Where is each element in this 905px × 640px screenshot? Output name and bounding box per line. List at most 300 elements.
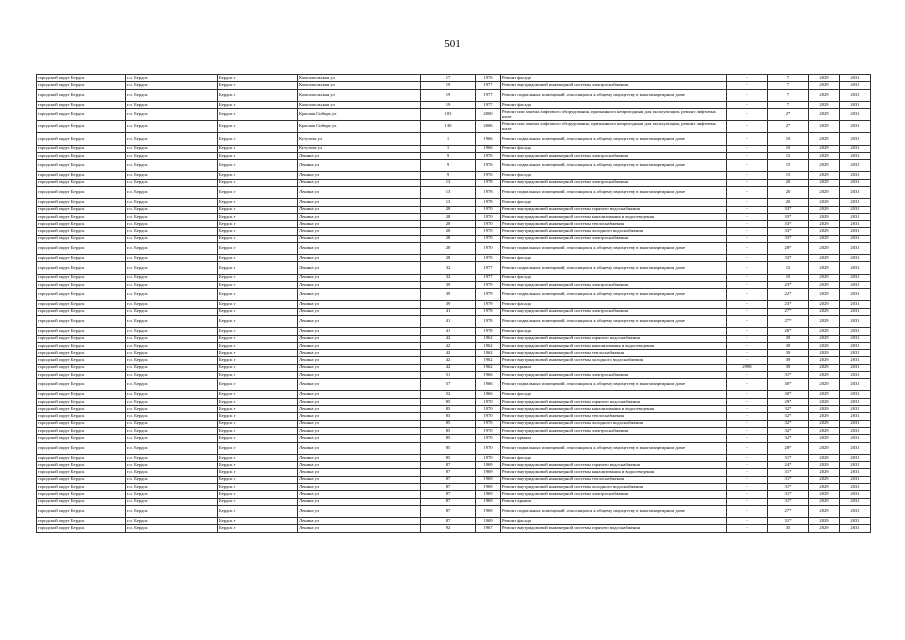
cell-work: Ремонт внутридомовой инженерной системы электроснабжения xyxy=(501,372,727,379)
cell-plan-end: 2031 xyxy=(840,133,871,145)
cell-area: - xyxy=(727,406,768,413)
cell-house: 87 xyxy=(421,462,476,469)
cell-plan-end: 2031 xyxy=(840,420,871,427)
cell-locality: Бердск г xyxy=(218,427,298,434)
cell-locality-type: г.о. Бердск xyxy=(126,406,218,413)
cell-locality-type: г.о. Бердск xyxy=(126,498,218,505)
cell-plan-start: 2029 xyxy=(809,364,840,371)
cell-plan-end: 2031 xyxy=(840,199,871,206)
cell-street: Ленина ул xyxy=(298,235,421,242)
cell-cost: 31* xyxy=(768,518,809,525)
cell-street: Ленина ул xyxy=(298,379,421,391)
cell-plan-start: 2029 xyxy=(809,274,840,281)
cell-plan-start: 2029 xyxy=(809,121,840,133)
cell-area: 2998 xyxy=(727,364,768,371)
cell-locality: Бердск г xyxy=(218,228,298,235)
cell-year: 1970 xyxy=(476,235,501,242)
cell-locality-type: г.о. Бердск xyxy=(126,398,218,405)
cell-plan-end: 2031 xyxy=(840,89,871,101)
cell-work: Ремонт внутридомовой инженерной системы горячего водоснабжения xyxy=(501,462,727,469)
cell-work: Ремонт фасада xyxy=(501,454,727,461)
cell-work: Ремонт фасада xyxy=(501,75,727,82)
table-row xyxy=(37,289,871,301)
cell-plan-end: 2031 xyxy=(840,301,871,308)
table-row xyxy=(37,335,871,342)
cell-plan-end: 2031 xyxy=(840,379,871,391)
cell-locality: Бердск г xyxy=(218,89,298,101)
cell-locality-type: г.о. Бердск xyxy=(126,109,218,121)
cell-year: 1977 xyxy=(476,274,501,281)
cell-work: Ремонт фасада xyxy=(501,391,727,398)
cell-locality: Бердск г xyxy=(218,328,298,335)
cell-area: - xyxy=(727,274,768,281)
cell-plan-start: 2029 xyxy=(809,316,840,328)
cell-cost: 15 xyxy=(768,152,809,159)
cell-cost: 15 xyxy=(768,160,809,172)
cell-cost: 31* xyxy=(768,498,809,505)
cell-plan-start: 2029 xyxy=(809,442,840,454)
cell-locality: Бердск г xyxy=(218,308,298,315)
cell-plan-end: 2031 xyxy=(840,101,871,108)
cell-street: Ленина ул xyxy=(298,462,421,469)
cell-year: 1979 xyxy=(476,281,501,288)
cell-plan-start: 2029 xyxy=(809,255,840,262)
cell-work: Ремонт внутридомовой инженерной системы теплоснабжения xyxy=(501,350,727,357)
table-row xyxy=(37,406,871,413)
table-row xyxy=(37,364,871,371)
cell-locality: Бердск г xyxy=(218,442,298,454)
cell-street: Кутузова ул xyxy=(298,133,421,145)
cell-house: 39 xyxy=(421,289,476,301)
cell-year: 1962 xyxy=(476,357,501,364)
cell-year: 1970 xyxy=(476,213,501,220)
cell-plan-start: 2029 xyxy=(809,133,840,145)
cell-work: Ремонт фасада xyxy=(501,518,727,525)
cell-plan-end: 2031 xyxy=(840,213,871,220)
cell-work: Ремонт внутридомовой инженерной системы канализования и водоотведения xyxy=(501,469,727,476)
cell-municipality: городской округ Бердск xyxy=(37,518,126,525)
cell-plan-end: 2031 xyxy=(840,187,871,199)
cell-cost: 39 xyxy=(768,342,809,349)
cell-area: - xyxy=(727,75,768,82)
cell-locality-type: г.о. Бердск xyxy=(126,228,218,235)
cell-cost: 33* xyxy=(768,221,809,228)
table-body xyxy=(37,75,871,533)
table-row xyxy=(37,89,871,101)
cell-locality: Бердск г xyxy=(218,187,298,199)
cell-year: 1966 xyxy=(476,145,501,152)
cell-cost: 30* xyxy=(768,391,809,398)
cell-area: - xyxy=(727,316,768,328)
cell-area: - xyxy=(727,518,768,525)
cell-locality: Бердск г xyxy=(218,199,298,206)
cell-year: 1967 xyxy=(476,525,501,532)
cell-plan-start: 2029 xyxy=(809,75,840,82)
cell-house: 52 xyxy=(421,391,476,398)
cell-street: Кутузова ул xyxy=(298,145,421,152)
cell-house: 39 xyxy=(421,281,476,288)
cell-plan-end: 2031 xyxy=(840,435,871,442)
cell-plan-end: 2031 xyxy=(840,525,871,532)
cell-work: Ремонт подвальных помещений, относящихся к общему имуществу в многоквартирном доме xyxy=(501,379,727,391)
cell-work: Ремонт внутридомовой инженерной системы электроснабжения xyxy=(501,491,727,498)
cell-area: - xyxy=(727,420,768,427)
cell-plan-start: 2029 xyxy=(809,342,840,349)
cell-plan-start: 2029 xyxy=(809,491,840,498)
cell-street: Ленина ул xyxy=(298,413,421,420)
cell-cost: 10 xyxy=(768,133,809,145)
cell-plan-end: 2031 xyxy=(840,398,871,405)
cell-cost: 27* xyxy=(768,316,809,328)
table-row xyxy=(37,301,871,308)
cell-locality-type: г.о. Бердск xyxy=(126,255,218,262)
cell-house: 42 xyxy=(421,350,476,357)
cell-municipality: городской округ Бердск xyxy=(37,109,126,121)
cell-locality: Бердск г xyxy=(218,364,298,371)
cell-locality: Бердск г xyxy=(218,476,298,483)
cell-locality-type: г.о. Бердск xyxy=(126,357,218,364)
cell-plan-start: 2029 xyxy=(809,335,840,342)
cell-plan-end: 2031 xyxy=(840,221,871,228)
cell-year: 1977 xyxy=(476,101,501,108)
cell-municipality: городской округ Бердск xyxy=(37,406,126,413)
cell-year: 2000 xyxy=(476,109,501,121)
cell-work: Ремонт внутридомовой инженерной системы электроснабжения xyxy=(501,152,727,159)
cell-year: 1978 xyxy=(476,328,501,335)
cell-work: Ремонт фасада xyxy=(501,101,727,108)
cell-municipality: городской округ Бердск xyxy=(37,420,126,427)
cell-plan-start: 2029 xyxy=(809,289,840,301)
cell-locality: Бердск г xyxy=(218,121,298,133)
cell-plan-start: 2029 xyxy=(809,82,840,89)
cell-locality: Бердск г xyxy=(218,357,298,364)
cell-year: 1966 xyxy=(476,379,501,391)
table-row xyxy=(37,213,871,220)
cell-municipality: городской округ Бердск xyxy=(37,255,126,262)
cell-plan-end: 2031 xyxy=(840,413,871,420)
cell-locality-type: г.о. Бердск xyxy=(126,435,218,442)
cell-house: 51 xyxy=(421,372,476,379)
cell-municipality: городской округ Бердск xyxy=(37,274,126,281)
table-row xyxy=(37,133,871,145)
cell-locality-type: г.о. Бердск xyxy=(126,301,218,308)
cell-year: 1969 xyxy=(476,505,501,517)
cell-house: 42 xyxy=(421,335,476,342)
cell-area: - xyxy=(727,235,768,242)
cell-year: 1966 xyxy=(476,133,501,145)
cell-municipality: городской округ Бердск xyxy=(37,427,126,434)
cell-locality: Бердск г xyxy=(218,335,298,342)
cell-cost: 31* xyxy=(768,454,809,461)
cell-work: Ремонт крыши xyxy=(501,498,727,505)
table-row xyxy=(37,262,871,274)
cell-year: 1970 xyxy=(476,413,501,420)
cell-plan-end: 2031 xyxy=(840,342,871,349)
cell-municipality: городской округ Бердск xyxy=(37,206,126,213)
cell-street: Красная Сибирь ул xyxy=(298,109,421,121)
cell-locality-type: г.о. Бердск xyxy=(126,483,218,490)
cell-street: Ленина ул xyxy=(298,213,421,220)
cell-plan-start: 2029 xyxy=(809,483,840,490)
cell-plan-start: 2029 xyxy=(809,109,840,121)
cell-cost: 32* xyxy=(768,413,809,420)
cell-year: 1970 xyxy=(476,206,501,213)
cell-locality-type: г.о. Бердск xyxy=(126,469,218,476)
cell-area: - xyxy=(727,442,768,454)
cell-locality-type: г.о. Бердск xyxy=(126,372,218,379)
cell-municipality: городской округ Бердск xyxy=(37,413,126,420)
table-row xyxy=(37,357,871,364)
cell-locality-type: г.о. Бердск xyxy=(126,133,218,145)
cell-plan-end: 2031 xyxy=(840,75,871,82)
cell-cost: 27* xyxy=(768,308,809,315)
cell-area: - xyxy=(727,262,768,274)
cell-municipality: городской округ Бердск xyxy=(37,235,126,242)
cell-year: 1969 xyxy=(476,491,501,498)
table-row xyxy=(37,160,871,172)
cell-municipality: городской округ Бердск xyxy=(37,228,126,235)
table-row xyxy=(37,255,871,262)
cell-year: 1969 xyxy=(476,518,501,525)
cell-area: - xyxy=(727,342,768,349)
cell-locality: Бердск г xyxy=(218,274,298,281)
cell-locality: Бердск г xyxy=(218,435,298,442)
cell-house: 13 xyxy=(421,199,476,206)
cell-street: Красная Сибирь ул xyxy=(298,121,421,133)
cell-plan-start: 2029 xyxy=(809,476,840,483)
cell-plan-end: 2031 xyxy=(840,476,871,483)
cell-plan-start: 2029 xyxy=(809,89,840,101)
cell-work: Ремонт крыши xyxy=(501,435,727,442)
cell-area: - xyxy=(727,427,768,434)
cell-municipality: городской округ Бердск xyxy=(37,525,126,532)
cell-area: - xyxy=(727,152,768,159)
cell-street: Ленина ул xyxy=(298,242,421,254)
cell-year: 1970 xyxy=(476,398,501,405)
cell-area: - xyxy=(727,398,768,405)
cell-cost: 35 xyxy=(768,525,809,532)
cell-area: - xyxy=(727,179,768,186)
cell-plan-start: 2029 xyxy=(809,242,840,254)
cell-house: 85 xyxy=(421,427,476,434)
cell-locality: Бердск г xyxy=(218,255,298,262)
cell-locality-type: г.о. Бердск xyxy=(126,328,218,335)
table-row xyxy=(37,398,871,405)
cell-plan-start: 2029 xyxy=(809,398,840,405)
cell-locality-type: г.о. Бердск xyxy=(126,316,218,328)
cell-house: 9 xyxy=(421,160,476,172)
table-row xyxy=(37,172,871,179)
cell-area: - xyxy=(727,491,768,498)
cell-plan-start: 2029 xyxy=(809,228,840,235)
cell-locality-type: г.о. Бердск xyxy=(126,505,218,517)
cell-year: 1978 xyxy=(476,308,501,315)
cell-locality: Бердск г xyxy=(218,101,298,108)
cell-work: Ремонт крыши xyxy=(501,364,727,371)
cell-area: - xyxy=(727,145,768,152)
cell-area: - xyxy=(727,505,768,517)
cell-street: Ленина ул xyxy=(298,328,421,335)
cell-area: - xyxy=(727,121,768,133)
cell-plan-start: 2029 xyxy=(809,281,840,288)
cell-locality-type: г.о. Бердск xyxy=(126,308,218,315)
table-row xyxy=(37,152,871,159)
cell-year: 1979 xyxy=(476,301,501,308)
cell-locality: Бердск г xyxy=(218,525,298,532)
cell-work: Ремонт внутридомовой инженерной системы электроснабжения xyxy=(501,427,727,434)
cell-locality: Бердск г xyxy=(218,301,298,308)
table-row xyxy=(37,469,871,476)
cell-plan-start: 2029 xyxy=(809,206,840,213)
cell-plan-end: 2031 xyxy=(840,235,871,242)
cell-plan-end: 2031 xyxy=(840,328,871,335)
cell-house: 28 xyxy=(421,206,476,213)
cell-municipality: городской округ Бердск xyxy=(37,121,126,133)
cell-municipality: городской округ Бердск xyxy=(37,242,126,254)
cell-house: 92 xyxy=(421,525,476,532)
cell-street: Ленина ул xyxy=(298,179,421,186)
cell-locality: Бердск г xyxy=(218,213,298,220)
cell-plan-start: 2029 xyxy=(809,357,840,364)
cell-locality: Бердск г xyxy=(218,518,298,525)
cell-year: 1979 xyxy=(476,289,501,301)
cell-house: 87 xyxy=(421,469,476,476)
cell-work: Ремонт или замена лифтового оборудования, признанного непригодным для эксплуатации, ремонт лифтовых шахт xyxy=(501,109,727,121)
table-row xyxy=(37,442,871,454)
cell-street: Ленина ул xyxy=(298,172,421,179)
cell-house: 28 xyxy=(421,221,476,228)
cell-year: 2006 xyxy=(476,121,501,133)
cell-street: Ленина ул xyxy=(298,454,421,461)
cell-plan-end: 2031 xyxy=(840,357,871,364)
cell-street: Комсомольская ул xyxy=(298,89,421,101)
cell-locality-type: г.о. Бердск xyxy=(126,172,218,179)
cell-street: Ленина ул xyxy=(298,525,421,532)
cell-house: 42 xyxy=(421,357,476,364)
table-row xyxy=(37,145,871,152)
cell-locality: Бердск г xyxy=(218,281,298,288)
cell-plan-start: 2029 xyxy=(809,145,840,152)
cell-plan-end: 2031 xyxy=(840,274,871,281)
cell-work: Ремонт внутридомовой инженерной системы горячего водоснабжения xyxy=(501,525,727,532)
cell-street: Ленина ул xyxy=(298,391,421,398)
cell-area: - xyxy=(727,199,768,206)
cell-municipality: городской округ Бердск xyxy=(37,491,126,498)
cell-plan-end: 2031 xyxy=(840,491,871,498)
cell-plan-start: 2029 xyxy=(809,372,840,379)
cell-area: - xyxy=(727,221,768,228)
cell-work: Ремонт внутридомовой инженерной системы электроснабжения xyxy=(501,308,727,315)
cell-plan-end: 2031 xyxy=(840,316,871,328)
cell-year: 1962 xyxy=(476,350,501,357)
table-row xyxy=(37,525,871,532)
cell-locality: Бердск г xyxy=(218,462,298,469)
cell-area: - xyxy=(727,187,768,199)
cell-street: Ленина ул xyxy=(298,206,421,213)
cell-plan-start: 2029 xyxy=(809,101,840,108)
cell-locality: Бердск г xyxy=(218,235,298,242)
cell-area: - xyxy=(727,483,768,490)
cell-street: Ленина ул xyxy=(298,301,421,308)
cell-cost: 23* xyxy=(768,281,809,288)
cell-area: - xyxy=(727,379,768,391)
cell-cost: 39 xyxy=(768,357,809,364)
cell-cost: 20 xyxy=(768,187,809,199)
cell-municipality: городской округ Бердск xyxy=(37,372,126,379)
cell-street: Ленина ул xyxy=(298,483,421,490)
cell-plan-start: 2029 xyxy=(809,213,840,220)
cell-work: Ремонт внутридомовой инженерной системы холодного водоснабжения xyxy=(501,228,727,235)
cell-municipality: городской округ Бердск xyxy=(37,213,126,220)
cell-locality: Бердск г xyxy=(218,75,298,82)
cell-locality-type: г.о. Бердск xyxy=(126,160,218,172)
cell-street: Ленина ул xyxy=(298,255,421,262)
cell-plan-end: 2031 xyxy=(840,483,871,490)
cell-plan-start: 2029 xyxy=(809,235,840,242)
cell-street: Ленина ул xyxy=(298,187,421,199)
cell-plan-end: 2031 xyxy=(840,82,871,89)
cell-locality: Бердск г xyxy=(218,152,298,159)
cell-locality-type: г.о. Бердск xyxy=(126,391,218,398)
table-row xyxy=(37,274,871,281)
cell-cost: 31* xyxy=(768,469,809,476)
cell-year: 1976 xyxy=(476,160,501,172)
cell-locality-type: г.о. Бердск xyxy=(126,350,218,357)
cell-house: 87 xyxy=(421,491,476,498)
cell-plan-end: 2031 xyxy=(840,262,871,274)
cell-street: Ленина ул xyxy=(298,469,421,476)
cell-locality-type: г.о. Бердск xyxy=(126,364,218,371)
cell-cost: 33* xyxy=(768,255,809,262)
table-row xyxy=(37,221,871,228)
cell-cost: 23* xyxy=(768,301,809,308)
cell-work: Ремонт внутридомовой инженерной системы холодного водоснабжения xyxy=(501,420,727,427)
cell-cost: 7 xyxy=(768,75,809,82)
cell-year: 1978 xyxy=(476,179,501,186)
cell-work: Ремонт подвальных помещений, относящихся к общему имуществу в многоквартирном доме xyxy=(501,316,727,328)
cell-locality: Бердск г xyxy=(218,82,298,89)
cell-street: Ленина ул xyxy=(298,281,421,288)
cell-plan-start: 2029 xyxy=(809,221,840,228)
table-row xyxy=(37,187,871,199)
cell-locality-type: г.о. Бердск xyxy=(126,420,218,427)
cell-locality-type: г.о. Бердск xyxy=(126,342,218,349)
table-row xyxy=(37,454,871,461)
table-row xyxy=(37,498,871,505)
cell-plan-end: 2031 xyxy=(840,372,871,379)
cell-locality-type: г.о. Бердск xyxy=(126,289,218,301)
table-row xyxy=(37,342,871,349)
cell-house: 19 xyxy=(421,101,476,108)
table-row xyxy=(37,101,871,108)
cell-work: Ремонт подвальных помещений, относящихся к общему имуществу в многоквартирном доме xyxy=(501,505,727,517)
cell-locality: Бердск г xyxy=(218,316,298,328)
cell-locality: Бердск г xyxy=(218,172,298,179)
cell-plan-start: 2029 xyxy=(809,427,840,434)
cell-house: 85 xyxy=(421,406,476,413)
cell-plan-end: 2031 xyxy=(840,364,871,371)
cell-area: - xyxy=(727,160,768,172)
cell-work: Ремонт подвальных помещений, относящихся к общему имуществу в многоквартирном доме xyxy=(501,289,727,301)
cell-cost: 33* xyxy=(768,206,809,213)
cell-area: - xyxy=(727,172,768,179)
cell-locality: Бердск г xyxy=(218,372,298,379)
cell-house: 85 xyxy=(421,454,476,461)
table-row xyxy=(37,435,871,442)
cell-cost: 39 xyxy=(768,335,809,342)
cell-house: 42 xyxy=(421,342,476,349)
cell-area: - xyxy=(727,469,768,476)
